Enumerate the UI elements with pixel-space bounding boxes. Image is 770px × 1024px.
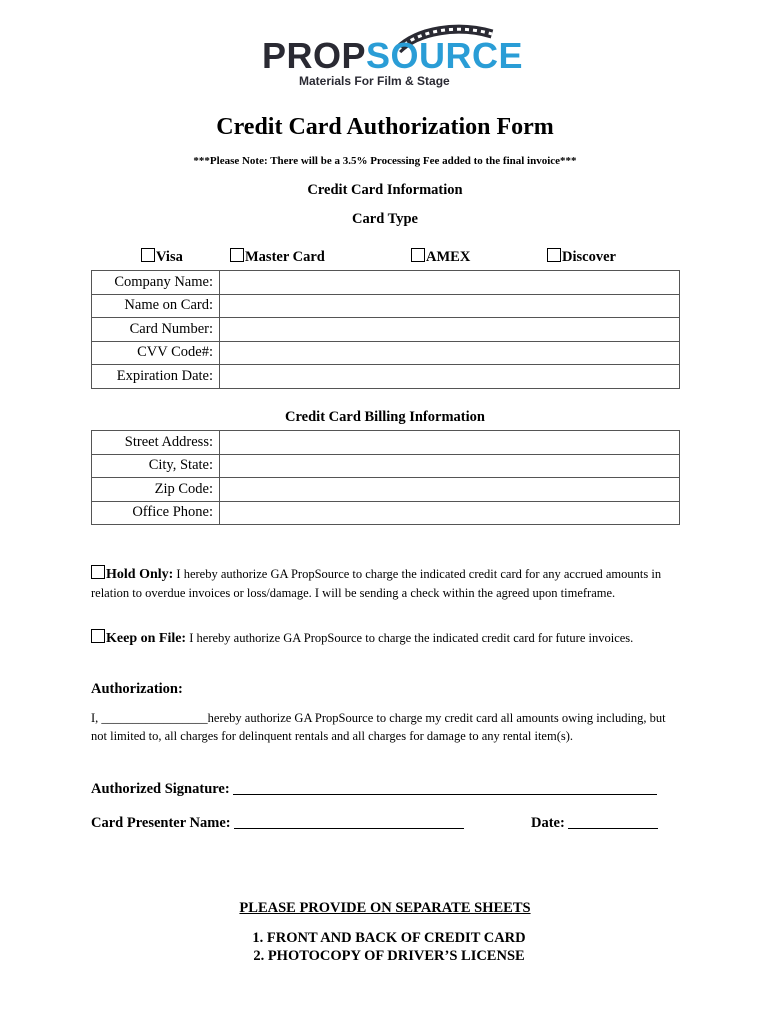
table-row — [92, 294, 680, 318]
street-address-field[interactable] — [220, 431, 680, 455]
card-info-table — [91, 270, 680, 389]
card-type-amex[interactable] — [411, 248, 470, 266]
field-label-company-name: Company Name: — [92, 271, 220, 295]
field-label-expiration: Expiration Date: — [92, 365, 220, 389]
logo-tagline: Materials For Film & Stage — [299, 74, 450, 88]
checkbox-icon[interactable] — [411, 248, 425, 262]
date-line[interactable] — [568, 828, 658, 829]
presenter-line[interactable] — [234, 828, 464, 829]
hold-only-text: I hereby authorize GA PropSource to charge the indicated credit card for any accrued amounts in relation to overdue invoices or loss/damage. I will be sending a check within the agreed upon timeframe. — [91, 567, 662, 600]
hold-only-label: Hold Only: — [106, 567, 174, 582]
checkbox-icon[interactable] — [230, 248, 244, 262]
card-type-heading: Card Type — [352, 211, 418, 227]
field-label-zip: Zip Code: — [92, 478, 220, 502]
authorization-prefix: I, — [91, 711, 102, 725]
processing-fee-note: ***Please Note: There will be a 3.5% Processing Fee added to the final invoice*** — [193, 155, 577, 167]
field-label-phone: Office Phone: — [92, 501, 220, 525]
table-row — [92, 318, 680, 342]
office-phone-field[interactable] — [220, 501, 680, 525]
card-number-field[interactable] — [220, 318, 680, 342]
checkbox-icon[interactable] — [91, 629, 105, 643]
keep-on-file-option — [91, 629, 681, 648]
company-name-field[interactable] — [220, 271, 680, 295]
checkbox-icon[interactable] — [91, 565, 105, 579]
keep-on-file-label: Keep on File: — [106, 631, 187, 646]
table-row — [92, 365, 680, 389]
table-row — [92, 478, 680, 502]
field-label-card-number: Card Number: — [92, 318, 220, 342]
expiration-date-field[interactable] — [220, 365, 680, 389]
card-type-discover[interactable] — [547, 248, 616, 266]
logo-brand-part1: PROP — [262, 35, 367, 76]
table-row — [92, 454, 680, 478]
table-row — [92, 501, 680, 525]
table-row — [92, 431, 680, 455]
authorization-heading: Authorization: — [91, 681, 183, 697]
footer-item-2: 2. PHOTOCOPY OF DRIVER’S LICENSE — [253, 948, 525, 964]
field-label-name-on-card: Name on Card: — [92, 294, 220, 318]
card-info-heading: Credit Card Information — [307, 182, 463, 198]
presenter-label: Card Presenter Name: — [91, 815, 231, 831]
logo-wordmark — [262, 36, 523, 76]
authorization-name-blank[interactable]: _________________ — [101, 711, 208, 725]
billing-heading: Credit Card Billing Information — [285, 409, 485, 425]
keep-on-file-text: I hereby authorize GA PropSource to charge the indicated credit card for future invoices. — [186, 631, 634, 645]
date-label: Date: — [531, 815, 565, 831]
card-type-visa[interactable] — [141, 248, 183, 266]
authorization-body: hereby authorize GA PropSource to charge my credit card all amounts owing including, but not limited to, all charges for delinquent rentals and all charges for damage to any rental item(s). — [91, 711, 666, 743]
hold-only-option — [91, 565, 681, 603]
authorized-signature-row — [91, 781, 657, 798]
date-row — [531, 815, 658, 832]
table-row — [92, 271, 680, 295]
card-type-mastercard[interactable] — [230, 248, 325, 266]
footer-item-1: 1. FRONT AND BACK OF CREDIT CARD — [252, 930, 526, 946]
field-label-street: Street Address: — [92, 431, 220, 455]
field-label-city-state: City, State: — [92, 454, 220, 478]
card-type-label: Master Card — [245, 249, 325, 265]
name-on-card-field[interactable] — [220, 294, 680, 318]
separate-sheets-text: PLEASE PROVIDE ON SEPARATE SHEETS — [239, 900, 531, 916]
table-row — [92, 341, 680, 365]
card-type-label: Visa — [156, 249, 183, 265]
card-presenter-row — [91, 815, 464, 832]
signature-label: Authorized Signature: — [91, 781, 230, 797]
billing-info-table — [91, 430, 680, 525]
checkbox-icon[interactable] — [547, 248, 561, 262]
card-type-label: AMEX — [426, 249, 471, 265]
city-state-field[interactable] — [220, 454, 680, 478]
logo-brand-part2: SOURCE — [366, 35, 524, 76]
signature-line[interactable] — [233, 794, 657, 795]
cvv-field[interactable] — [220, 341, 680, 365]
authorization-text — [91, 709, 671, 745]
separate-sheets-heading — [0, 900, 770, 917]
card-type-label: Discover — [562, 249, 616, 265]
checkbox-icon[interactable] — [141, 248, 155, 262]
field-label-cvv: CVV Code#: — [92, 341, 220, 365]
zip-code-field[interactable] — [220, 478, 680, 502]
form-title: Credit Card Authorization Form — [216, 114, 554, 140]
propsource-logo — [0, 22, 770, 92]
